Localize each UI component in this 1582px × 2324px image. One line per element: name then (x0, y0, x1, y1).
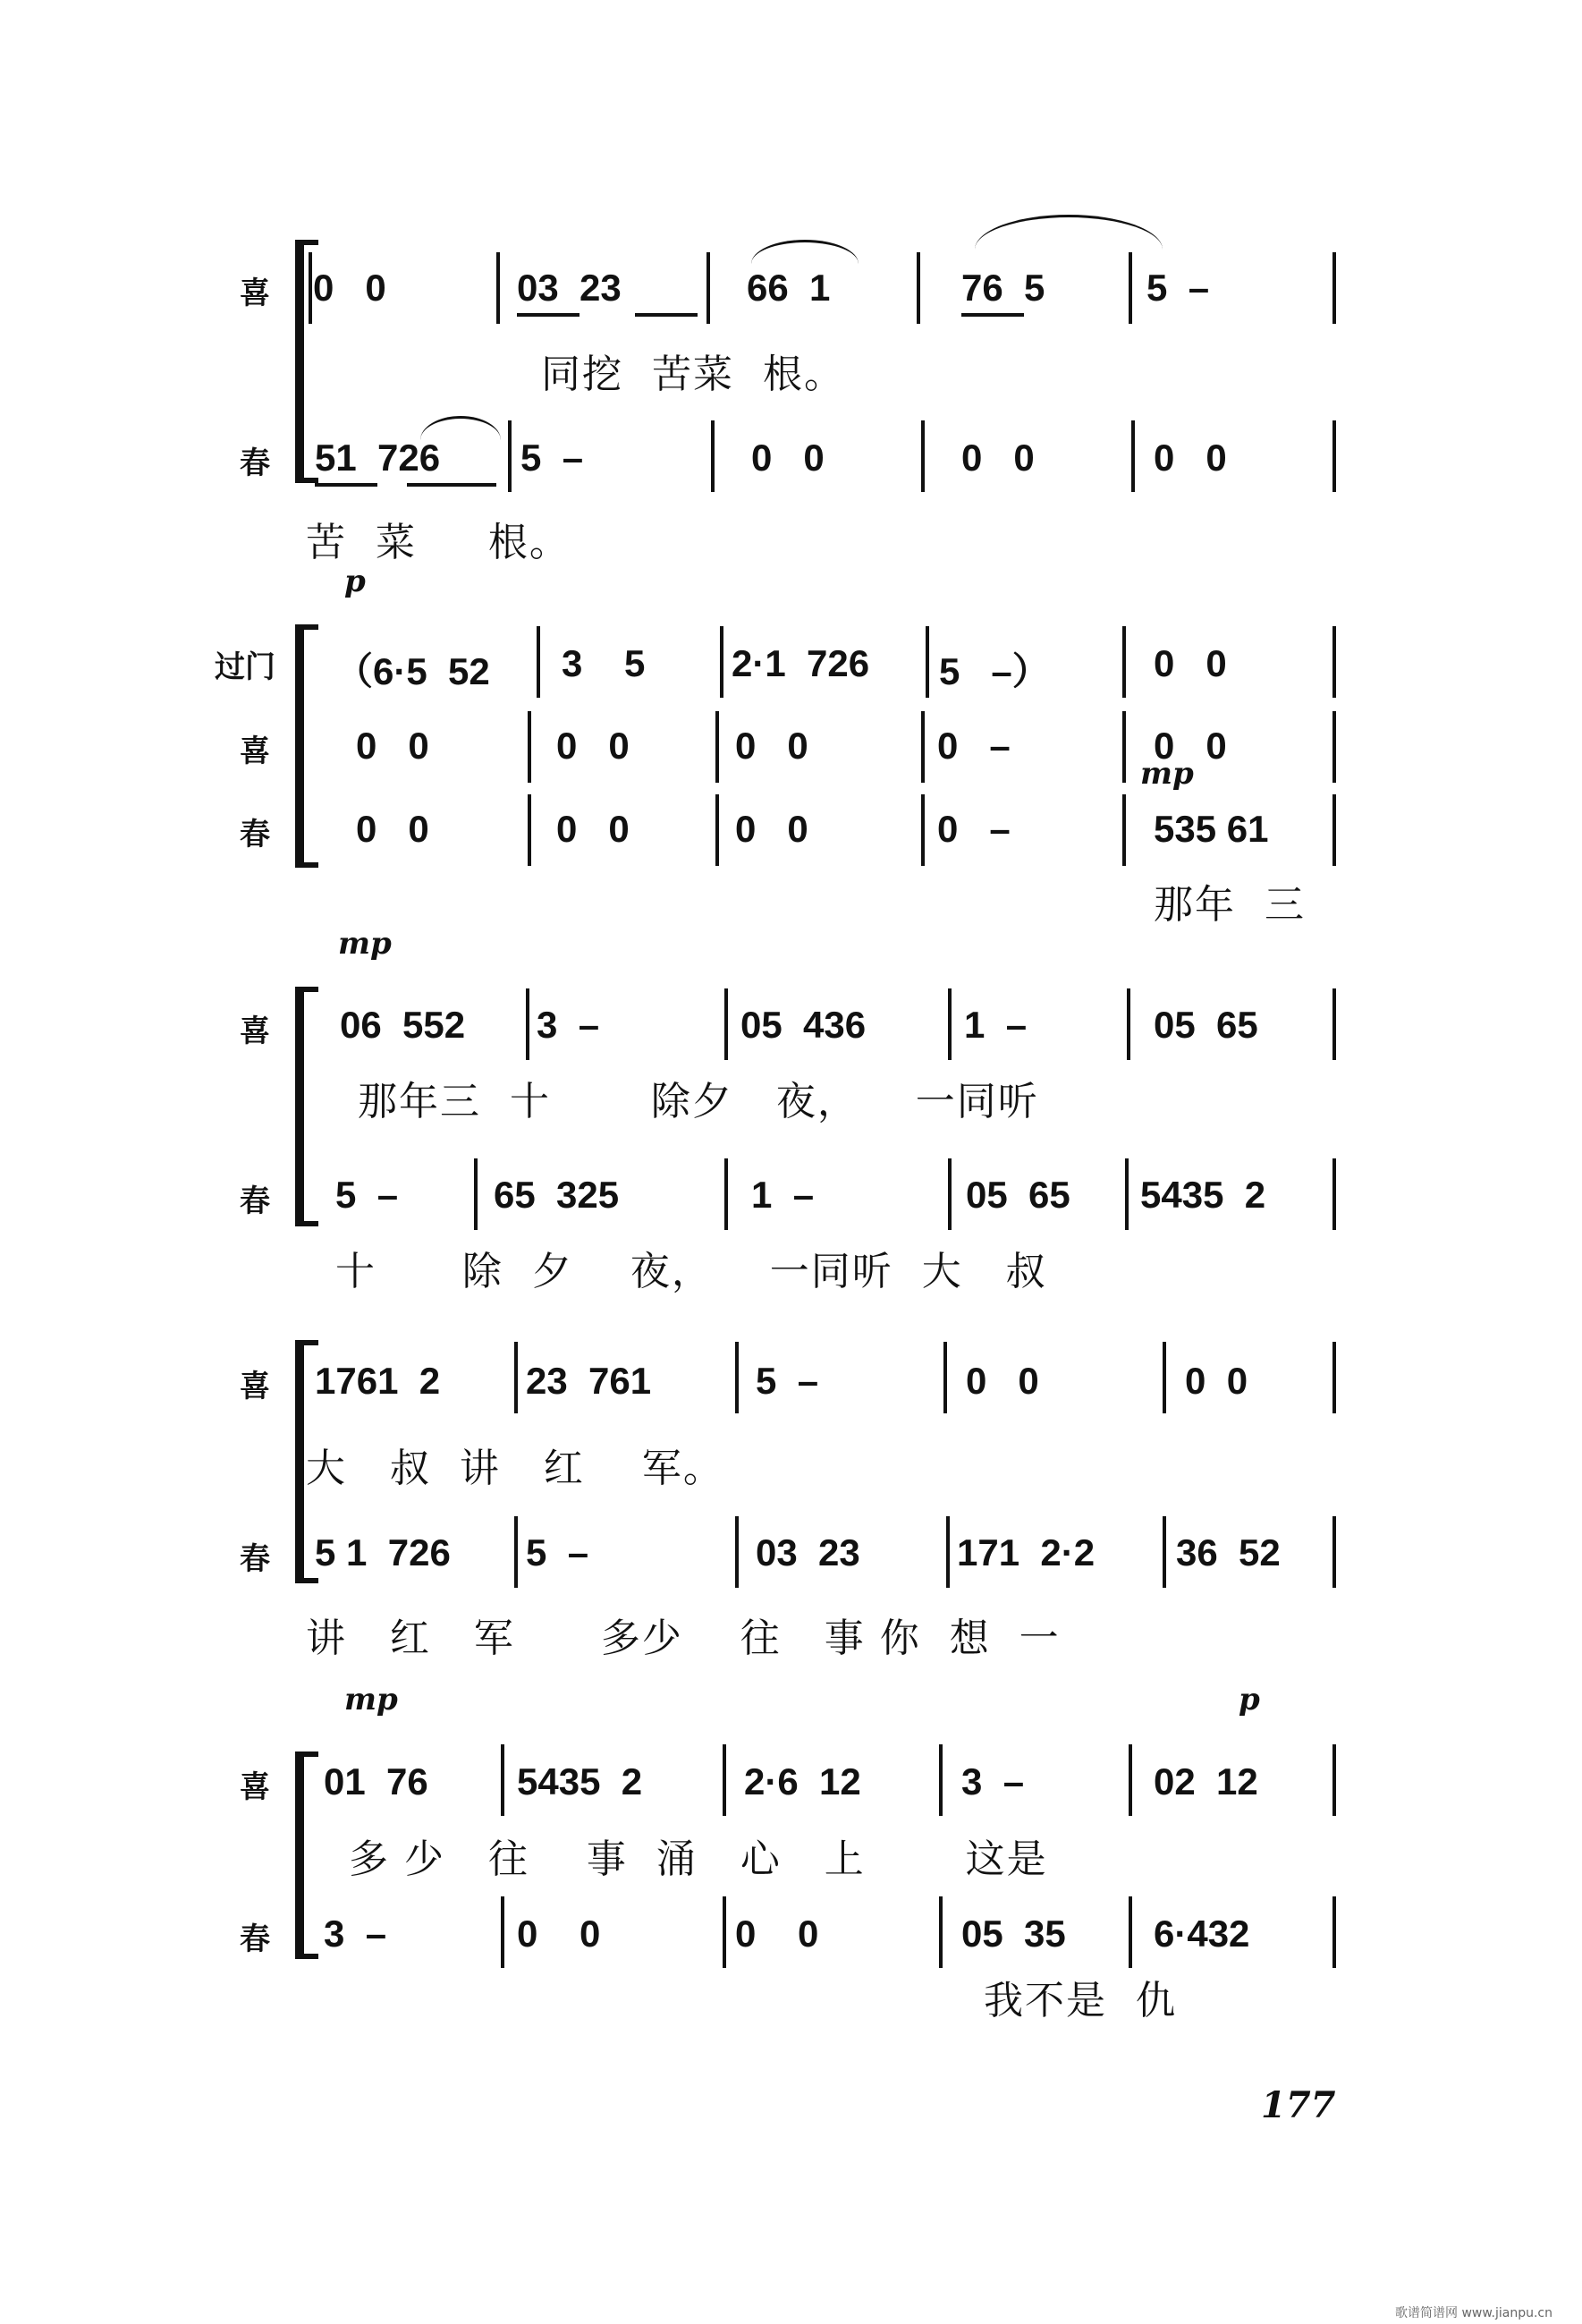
system-bracket (295, 626, 304, 868)
barline (1332, 1158, 1336, 1230)
measure: 06 552 (340, 1004, 466, 1046)
barline (1122, 626, 1126, 698)
lyrics: 十 除 夕 夜， 一同听 大 叔 (335, 1249, 1047, 1294)
barline (514, 1516, 518, 1588)
measure: 05 65 (966, 1174, 1070, 1216)
measure: 0 0 (735, 1913, 819, 1955)
barline (1127, 988, 1130, 1060)
barline (926, 626, 929, 698)
barline (1131, 420, 1135, 492)
part-label: 过门 (215, 649, 275, 685)
barline (1332, 711, 1336, 783)
system-bracket (295, 1342, 304, 1583)
barline (528, 711, 531, 783)
measure: 0 0 (966, 1360, 1039, 1402)
barline (1332, 1516, 1336, 1588)
barline (724, 988, 728, 1060)
part-label: 喜 (240, 1014, 270, 1049)
barline (474, 1158, 478, 1230)
barline (526, 988, 529, 1060)
barline (720, 626, 723, 698)
barline (921, 711, 925, 783)
measure: 3 – (537, 1004, 600, 1046)
measure: 5 – (520, 437, 584, 479)
lyrics: 苦 菜 根。 (306, 520, 571, 565)
barline (921, 794, 925, 866)
barline (715, 711, 719, 783)
part-label: 春 (240, 445, 270, 481)
part-label: 春 (240, 1921, 270, 1957)
measure: 535 61 (1154, 808, 1269, 850)
barline (948, 1158, 952, 1230)
dynamic-mark: p (344, 564, 366, 599)
measure: 05 35 (961, 1913, 1066, 1955)
bracket-cap (295, 862, 318, 868)
dynamic-mark: mp (338, 926, 392, 962)
measure: 1 – (751, 1174, 815, 1216)
slur (975, 215, 1163, 250)
measure: 5435 2 (517, 1760, 643, 1802)
barline (1122, 711, 1126, 783)
bracket-cap (295, 1340, 318, 1345)
lyrics: 大 叔 讲 红 军。 (306, 1446, 724, 1491)
barline (496, 252, 500, 324)
measure: 1761 2 (315, 1360, 441, 1402)
barline (537, 626, 540, 698)
part-label: 喜 (240, 276, 270, 311)
measure: 0 0 (961, 437, 1035, 479)
barline (1125, 1158, 1129, 1230)
system-bracket (295, 242, 304, 483)
bracket-cap (295, 1578, 318, 1583)
measure: 0 – (937, 725, 1011, 767)
barline (1332, 1896, 1336, 1968)
barline (706, 252, 710, 324)
measure: 5 – (756, 1360, 819, 1402)
measure: 5 – (526, 1531, 589, 1573)
beam (407, 483, 496, 487)
measure: 05 65 (1154, 1004, 1258, 1046)
dynamic-mark: mp (1140, 756, 1194, 792)
part-label: 春 (240, 817, 270, 852)
barline (939, 1896, 943, 1968)
watermark-text: 歌谱简谱网 www.jianpu.cn (1395, 2306, 1552, 2320)
barline (723, 1744, 726, 1816)
bracket-cap (295, 987, 318, 992)
measure: 23 761 (526, 1360, 652, 1402)
bracket-cap (295, 1954, 318, 1959)
measure: 171 2·2 (957, 1531, 1096, 1573)
barline (514, 1342, 518, 1413)
barline (508, 420, 512, 492)
slur (420, 416, 501, 440)
lyrics: 多 少 往 事 涌 心 上 这是 (349, 1836, 1048, 1882)
bracket-cap (295, 1221, 318, 1226)
barline (1332, 1744, 1336, 1816)
bracket-cap (295, 240, 318, 245)
barline (946, 1516, 950, 1588)
measure: 6·432 (1154, 1913, 1250, 1955)
barline (917, 252, 920, 324)
measure: 03 23 (517, 267, 622, 309)
lyrics: 同挖 苦菜 根。 (541, 352, 845, 397)
measure: 2·6 12 (744, 1760, 861, 1802)
measure: 36 52 (1176, 1531, 1281, 1573)
measure: 5 – (1146, 267, 1210, 309)
barline (1332, 626, 1336, 698)
measure: 66 1 (747, 267, 831, 309)
measure: 3 – (961, 1760, 1025, 1802)
lyrics: 讲 红 军 多少 往 事 你 想 一 (306, 1616, 1061, 1661)
beam (315, 483, 377, 487)
measure: 5 1 726 (315, 1531, 451, 1573)
part-label: 喜 (240, 734, 270, 769)
measure: 0 0 (556, 808, 630, 850)
beam (517, 313, 580, 317)
barline (723, 1896, 726, 1968)
barline (1332, 420, 1336, 492)
barline (1332, 988, 1336, 1060)
measure: 0 0 (313, 267, 386, 309)
measure: 0 0 (735, 808, 808, 850)
lyrics: 那年 三 (1154, 882, 1306, 928)
part-label: 春 (240, 1541, 270, 1577)
part-label: 喜 (240, 1769, 270, 1805)
barline (724, 1158, 728, 1230)
measure: 0 0 (356, 725, 429, 767)
barline (939, 1744, 943, 1816)
barline (1332, 1342, 1336, 1413)
barline (1129, 1896, 1132, 1968)
barline (1129, 1744, 1132, 1816)
lyrics: 我不是 仇 (984, 1978, 1177, 2023)
barline (1122, 794, 1126, 866)
measure: 5 –） (939, 650, 1050, 692)
dynamic-mark: mp (344, 1682, 398, 1718)
barline (948, 988, 952, 1060)
measure: 65 325 (494, 1174, 620, 1216)
dynamic-mark: p (1239, 1682, 1260, 1718)
measure: 0 0 (556, 725, 630, 767)
barline (715, 794, 719, 866)
barline (1332, 794, 1336, 866)
barline (943, 1342, 947, 1413)
system-bracket (295, 1753, 304, 1959)
measure: 01 76 (324, 1760, 428, 1802)
measure: 3 – (324, 1913, 387, 1955)
barline (711, 420, 715, 492)
measure: 1 – (964, 1004, 1028, 1046)
beam (635, 313, 698, 317)
measure: 0 0 (1154, 642, 1227, 684)
barline (921, 420, 925, 492)
measure: 5 – (335, 1174, 399, 1216)
barline (735, 1516, 739, 1588)
barline (501, 1896, 504, 1968)
measure: （6·5 52 (335, 650, 490, 692)
measure: 0 0 (356, 808, 429, 850)
measure: 0 0 (751, 437, 825, 479)
page-number: 177 (1261, 2084, 1336, 2126)
system-bracket (295, 988, 304, 1226)
measure: 0 0 (735, 725, 808, 767)
lyrics: 那年三 十 除夕 夜， 一同听 (358, 1079, 1039, 1124)
barline (1129, 252, 1132, 324)
measure: 0 0 (1154, 725, 1227, 767)
measure: 03 23 (756, 1531, 860, 1573)
measure: 02 12 (1154, 1760, 1258, 1802)
barline (528, 794, 531, 866)
measure: 3 5 (562, 642, 646, 684)
barline (1163, 1516, 1166, 1588)
measure: 2·1 726 (732, 642, 870, 684)
bracket-cap (295, 1751, 318, 1757)
bracket-cap (295, 624, 318, 630)
measure: 0 0 (517, 1913, 601, 1955)
measure: 5435 2 (1140, 1174, 1266, 1216)
beam (961, 313, 1024, 317)
measure: 05 436 (740, 1004, 867, 1046)
barline (735, 1342, 739, 1413)
measure: 76 5 (961, 267, 1045, 309)
measure: 0 0 (1154, 437, 1227, 479)
barline (1163, 1342, 1166, 1413)
measure: 0 – (937, 808, 1011, 850)
part-label: 喜 (240, 1369, 270, 1404)
barline (1332, 252, 1336, 324)
slur (751, 240, 859, 264)
part-label: 春 (240, 1183, 270, 1219)
measure: 51 726 (315, 437, 441, 479)
barline (501, 1744, 504, 1816)
measure: 0 0 (1185, 1360, 1248, 1402)
barline (309, 252, 312, 324)
